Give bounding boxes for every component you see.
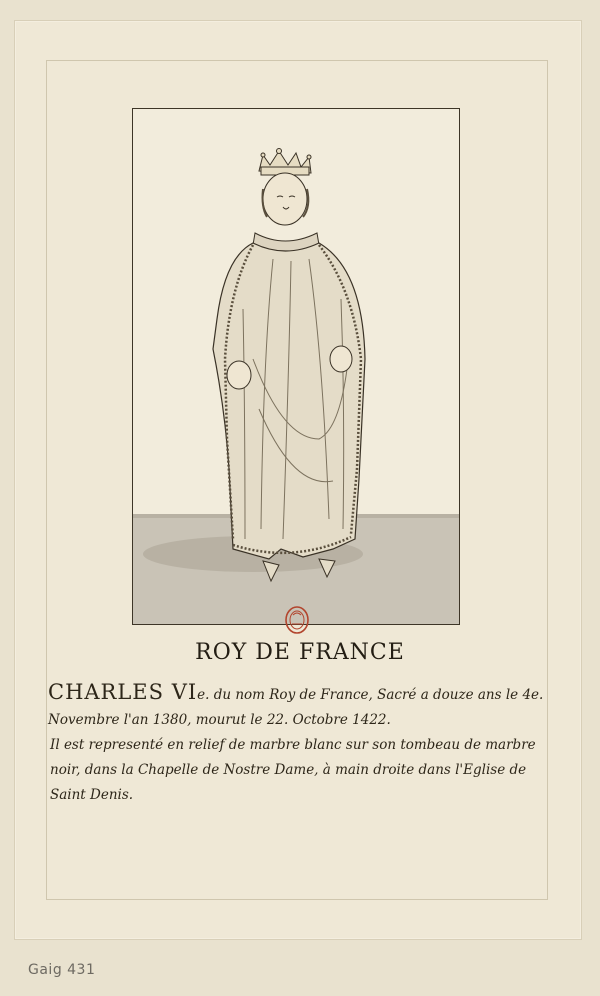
caption-king-name: CHARLES VI xyxy=(48,680,198,704)
title-text: ROY DE FRANCE xyxy=(195,640,405,665)
portrait-plate xyxy=(132,108,460,625)
caption-line-1: e. du nom Roy de France, Sacré a douze ans le 4e. Novembre l'an 1380, mourut le 22. Octobre 1422. xyxy=(48,687,544,728)
library-stamp xyxy=(284,605,310,635)
king-figure-drawing xyxy=(133,109,459,624)
caption-line-2: Il est representé en relief de marbre blanc sur son tombeau de marbre noir, dans la Chapelle de Nostre Dame, à main droite dans l'Eglise de Saint Denis. xyxy=(50,737,536,803)
shelfmark-label: Gaig 431 xyxy=(28,962,96,978)
page-title xyxy=(0,640,600,665)
caption-text xyxy=(48,680,556,808)
